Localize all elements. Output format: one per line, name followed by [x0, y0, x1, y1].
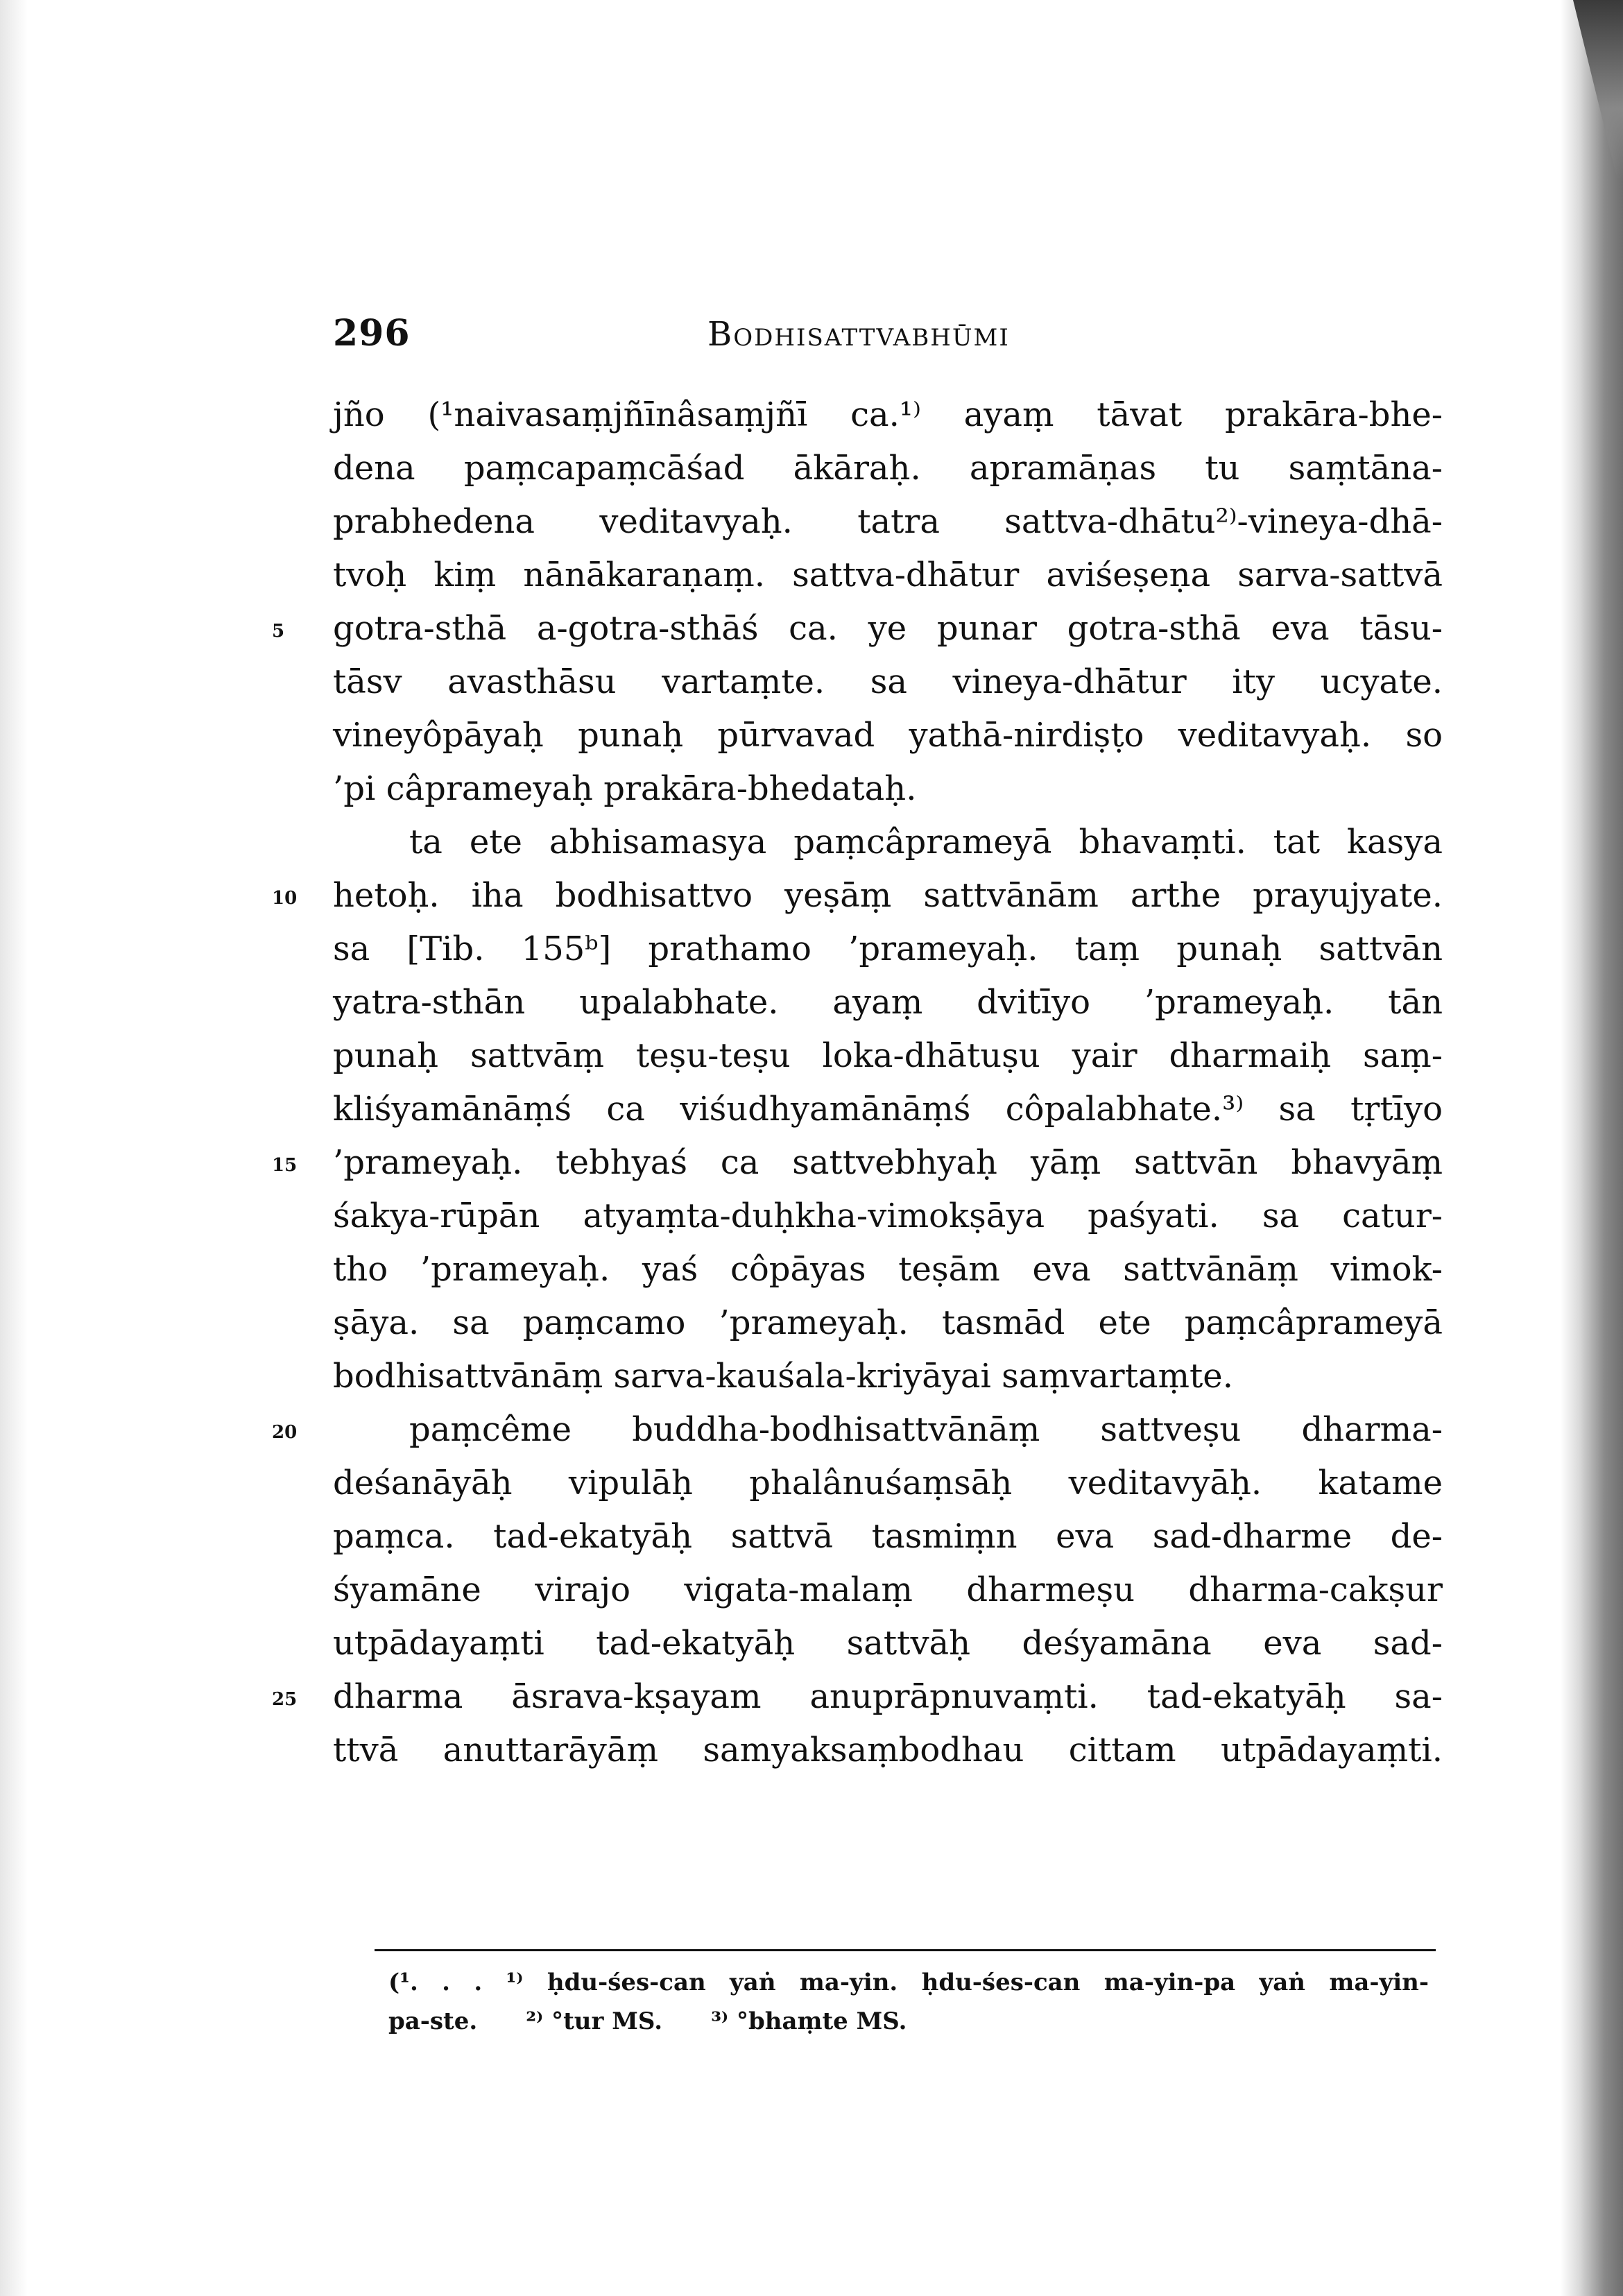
- text-line: [333, 709, 1443, 762]
- footnotes: [388, 1963, 1429, 2041]
- line-text: tvoḥ kiṃ nānākaraṇaṃ. sattva-dhātur aviśeṣeṇa sarva-sattvā: [333, 556, 1443, 594]
- page-header: [333, 312, 1443, 361]
- line-text: yatra-sthān upalabhate. ayaṃ dvitīyo ’prameyaḥ. tān: [333, 983, 1443, 1022]
- text-line: [333, 1617, 1443, 1670]
- line-text: ttvā anuttarāyāṃ samyaksaṃbodhau cittam utpādayaṃti.: [333, 1731, 1443, 1770]
- footnote-1: (¹. . . ¹⁾ ḥdu-śes-can yaṅ ma-yin. ḥdu-śes-can ma-yin-pa yaṅ ma-yin-: [388, 1969, 1429, 1996]
- line-text: vineyôpāyaḥ punaḥ pūrvavad yathā-nirdiṣṭo veditavyaḥ. so: [333, 716, 1443, 755]
- main-text: [272, 388, 1443, 1777]
- line-text: deśanāyāḥ vipulāḥ phalânuśaṃsāḥ veditavyāḥ. katame: [333, 1464, 1443, 1502]
- text-line: [333, 1083, 1443, 1136]
- text-line: [333, 495, 1443, 549]
- line-text: ’prameyaḥ. tebhyaś ca sattvebhyaḥ yāṃ sattvān bhavyāṃ: [333, 1143, 1443, 1182]
- text-line: [333, 1457, 1443, 1510]
- text-line: [272, 1403, 1443, 1457]
- text-line: [272, 1670, 1443, 1724]
- text-line: [272, 869, 1443, 923]
- text-line: [333, 923, 1443, 976]
- line-text: ta ete abhisamasya paṃcâprameyā bhavaṃti. tat kasya: [409, 823, 1443, 862]
- line-text: ṣāya. sa paṃcamo ’prameyaḥ. tasmād ete paṃcâprameyā: [333, 1303, 1443, 1342]
- line-number: 25: [272, 1689, 298, 1710]
- line-text: hetoḥ. iha bodhisattvo yeṣāṃ sattvānām arthe prayujyate.: [333, 876, 1443, 915]
- line-text: dena paṃcapaṃcāśad ākāraḥ. apramāṇas tu saṃtāna-: [333, 449, 1443, 488]
- text-line: [333, 1510, 1443, 1563]
- line-number: 20: [272, 1422, 298, 1443]
- line-text: tāsv avasthāsu vartaṃte. sa vineya-dhātur ity ucyate.: [333, 662, 1443, 701]
- footnote-line-2: [388, 2002, 1429, 2041]
- text-line: [333, 1243, 1443, 1296]
- line-text: utpādayaṃti tad-ekatyāḥ sattvāḥ deśyamāna eva sad-: [333, 1624, 1443, 1663]
- scan-binding-shadow: [1561, 0, 1623, 2296]
- line-number: 15: [272, 1155, 298, 1176]
- page-left-edge: [0, 0, 28, 2296]
- text-line: [333, 1296, 1443, 1350]
- running-title: Bodhisattvabhūmi: [707, 315, 1010, 354]
- footnote-3: ³⁾ °bhaṃte MS.: [711, 2007, 907, 2035]
- text-line: [333, 549, 1443, 602]
- line-text: kliśyamānāṃś ca viśudhyamānāṃś côpalabhate.³⁾ sa tṛtīyo: [333, 1090, 1443, 1129]
- line-text: punaḥ sattvāṃ teṣu-teṣu loka-dhātuṣu yair dharmaiḥ saṃ-: [333, 1036, 1443, 1075]
- text-line: [333, 762, 1443, 816]
- line-text: paṃcême buddha-bodhisattvānāṃ sattveṣu dharma-: [409, 1410, 1443, 1449]
- text-line: [272, 1136, 1443, 1190]
- page-number: 296: [333, 312, 411, 354]
- text-line: [333, 442, 1443, 495]
- text-line: [272, 602, 1443, 656]
- text-line: [333, 1350, 1443, 1403]
- line-text: śakya-rūpān atyaṃta-duḥkha-vimokṣāya paśyati. sa catur-: [333, 1197, 1443, 1235]
- text-line: [333, 388, 1443, 442]
- text-line: [333, 1724, 1443, 1777]
- footnote-2: ²⁾ °tur MS.: [526, 2007, 663, 2035]
- line-text: prabhedena veditavyaḥ. tatra sattva-dhātu²⁾-vineya-dhā-: [333, 502, 1443, 541]
- line-text: dharma āsrava-kṣayam anuprāpnuvaṃti. tad-ekatyāḥ sa-: [333, 1677, 1443, 1716]
- text-line: [333, 1190, 1443, 1243]
- text-line: [333, 1563, 1443, 1617]
- text-line: [333, 976, 1443, 1029]
- text-line: [333, 656, 1443, 709]
- line-text: paṃca. tad-ekatyāḥ sattvā tasmiṃn eva sad-dharme de-: [333, 1517, 1443, 1556]
- line-text: tho ’prameyaḥ. yaś côpāyas teṣām eva sattvānāṃ vimok-: [333, 1250, 1443, 1289]
- line-text: jño (¹naivasaṃjñīnâsaṃjñī ca.¹⁾ ayaṃ tāvat prakāra-bhe-: [333, 395, 1443, 434]
- footnote-rule: [375, 1949, 1436, 1951]
- line-text: sa [Tib. 155ᵇ] prathamo ’prameyaḥ. taṃ punaḥ sattvān: [333, 929, 1443, 968]
- line-text: ’pi câprameyaḥ prakāra-bhedataḥ.: [333, 769, 917, 808]
- line-number: 10: [272, 888, 298, 909]
- footnote-1-end: pa-ste.: [388, 2007, 478, 2035]
- text-line: [333, 816, 1443, 869]
- line-text: gotra-sthā a-gotra-sthāś ca. ye punar gotra-sthā eva tāsu-: [333, 609, 1443, 648]
- line-number: 5: [272, 621, 285, 642]
- text-line: [333, 1029, 1443, 1083]
- line-text: śyamāne virajo vigata-malaṃ dharmeṣu dharma-cakṣur: [333, 1570, 1443, 1609]
- line-text: bodhisattvānāṃ sarva-kauśala-kriyāyai saṃvartaṃte.: [333, 1357, 1233, 1396]
